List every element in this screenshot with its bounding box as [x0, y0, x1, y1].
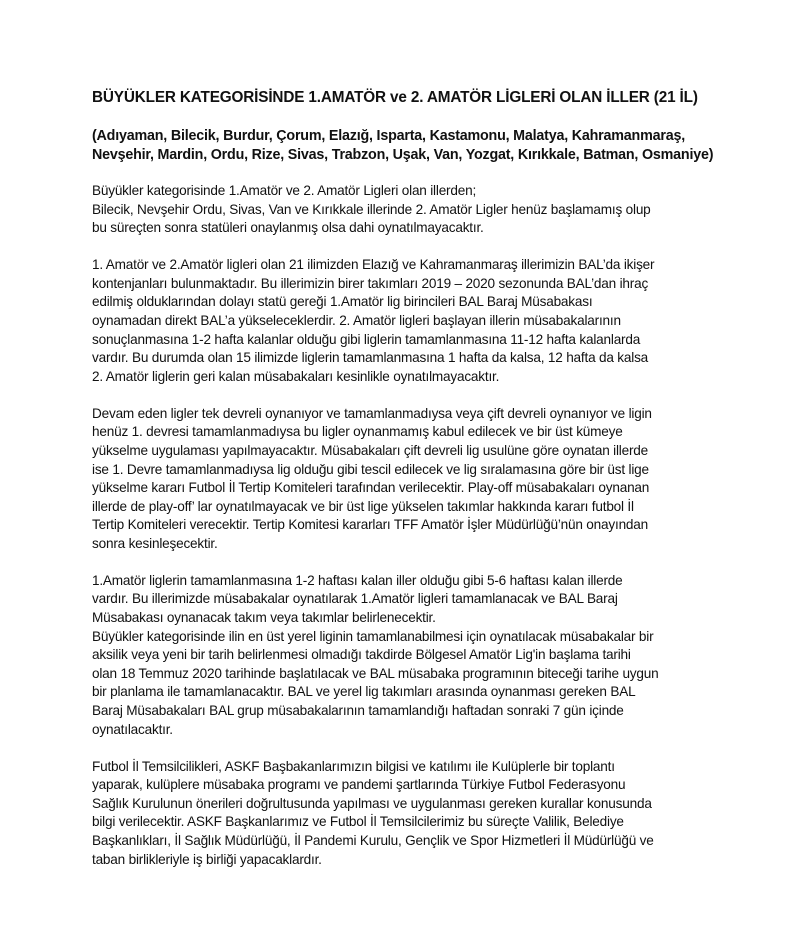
text-line: yükselme kararı Futbol İl Tertip Komiteleri tarafından verilecektir. Play-off müsabakaları oynanan [92, 480, 650, 496]
text-line: sonuçlanmasına 1-2 hafta kalanlar olduğu gibi liglerin tamamlanmasına 11-12 hafta kalanlarda [92, 331, 641, 347]
paragraph-ongoing-leagues [92, 405, 732, 554]
paragraph-not-started-leagues [92, 182, 732, 238]
province-list-line: (Adıyaman, Bilecik, Burdur, Çorum, Elazığ, Isparta, Kastamonu, Malatya, Kahramanmaraş, [92, 128, 685, 144]
document-page [92, 88, 732, 888]
paragraph-first-amateur-completion [92, 572, 732, 739]
text-line: yaparak, kulüplere müsabaka programı ve pandemi şartlarında Türkiye Futbol Federasyonu [92, 777, 626, 793]
text-line: olan 18 Temmuz 2020 tarihinde başlatılacak ve BAL müsabaka programının biteceği tarihe uygun [92, 665, 659, 681]
text-line: bir planlama ile tamamlanacaktır. BAL ve yerel lig takımları arasında oynanması gereken BAL [92, 684, 636, 700]
document-title: BÜYÜKLER KATEGORİSİNDE 1.AMATÖR ve 2. AMATÖR LİGLERİ OLAN İLLER (21 İL) [92, 89, 698, 106]
text-line: vardır. Bu illerimizde müsabakalar oynatılarak 1.Amatör ligleri tamamlanacak ve BAL Baraj [92, 591, 618, 607]
text-line: Baraj Müsabakaları BAL grup müsabakalarının tamamlandığı haftadan sonraki 7 gün içinde [92, 703, 624, 719]
text-line: Futbol İl Temsilcilikleri, ASKF Başbakanlarımızın bilgisi ve katılımı ile Kulüplerle bir toplantı [92, 758, 615, 774]
text-line: kontenjanları bulunmaktadır. Bu illerimizin birer takımları 2019 – 2020 sezonunda BAL’dan ihraç [92, 275, 649, 291]
text-line: henüz 1. devresi tamamlanmadıysa bu ligler oynanmamış kabul edilecek ve bir üst kümeye [92, 424, 623, 440]
text-line: Devam eden ligler tek devreli oynanıyor ve tamamlanmadıysa veya çift devreli oynanıyor ve ligin [92, 405, 652, 421]
text-line: 1. Amatör ve 2.Amatör ligleri olan 21 ilimizden Elazığ ve Kahramanmaraş illerimizin BAL’da ikişer [92, 257, 655, 273]
text-line: Büyükler kategorisinde 1.Amatör ve 2. Amatör Ligleri olan illerden; [92, 183, 477, 198]
text-line: yükselme uygulaması yapılmayacaktır. Müsabakaları çift devreli lig usulüne göre oynatan illerde [92, 442, 648, 458]
text-line: Tertip Komiteleri verecektir. Tertip Komitesi kararları TFF Amatör İşler Müdürlüğü’nün onayından [92, 517, 649, 533]
province-list-line: Nevşehir, Mardin, Ordu, Rize, Sivas, Trabzon, Uşak, Van, Yozgat, Kırıkkale, Batman, Osmaniye) [92, 147, 714, 163]
text-line: 1.Amatör liglerin tamamlanmasına 1-2 haftası kalan iller olduğu gibi 5-6 haftası kalan illerde [92, 572, 623, 588]
text-line: Büyükler kategorisinde ilin en üst yerel liginin tamamlanabilmesi için oynatılacak müsabakalar bir [92, 628, 654, 644]
text-line: edilmiş olduklarından dolayı statü gereği 1.Amatör lig birincileri BAL Baraj Müsabakası [92, 294, 593, 310]
text-line: bu süreçten sonra statüleri onaylanmış olsa dahi oynatılmayacaktır. [92, 220, 484, 236]
paragraph-club-meetings [92, 758, 732, 870]
text-line: oynamadan direkt BAL’a yükseleceklerdir. 2. Amatör ligleri başlayan illerin müsabakalarının [92, 312, 621, 328]
text-line: taban birlikleriyle iş birliği yapacaklardır. [92, 851, 322, 867]
text-line: Bilecik, Nevşehir Ordu, Sivas, Van ve Kırıkkale illerinde 2. Amatör Ligler henüz başlamamış olup [92, 201, 651, 217]
text-line: Müsabakası oynanacak takım veya takımlar belirlenecektir. [92, 610, 436, 626]
text-line: 2. Amatör liglerin geri kalan müsabakaları kesinlikle oynatılmayacaktır. [92, 368, 500, 384]
text-line: illerde de play-off’ lar oynatılmayacak ve bir üst lige yükselen takımlar hakkında kararı futbol İl [92, 498, 634, 514]
paragraph-bal-quota [92, 256, 732, 386]
text-line: sonra kesinleşecektir. [92, 535, 218, 551]
province-list [92, 127, 732, 165]
text-line: ise 1. Devre tamamlanmadıysa lig olduğu gibi tescil edilecek ve lig sıralamasına göre bir üst lige [92, 461, 649, 477]
text-line: oynatılacaktır. [92, 721, 173, 737]
text-line: aksilik veya yeni bir tarih belirlenmesi olmadığı takdirde Bölgesel Amatör Lig'in başlama tarihi [92, 647, 631, 663]
text-line: Başkanlıkları, İl Sağlık Müdürlüğü, İl Pandemi Kurulu, Gençlik ve Spor Hizmetleri İl Müdürlüğü ve [92, 832, 654, 848]
text-line: vardır. Bu durumda olan 15 ilimizde liglerin tamamlanmasına 1 hafta da kalsa, 12 hafta da kalsa [92, 350, 649, 366]
text-line: Sağlık Kurulunun önerileri doğrultusunda yapılması ve uygulanması gereken kurallar konusunda [92, 795, 652, 811]
text-line: bilgi verilecektir. ASKF Başkanlarımız ve Futbol İl Temsilcilerimiz bu süreçte Valilik, Belediye [92, 814, 624, 830]
